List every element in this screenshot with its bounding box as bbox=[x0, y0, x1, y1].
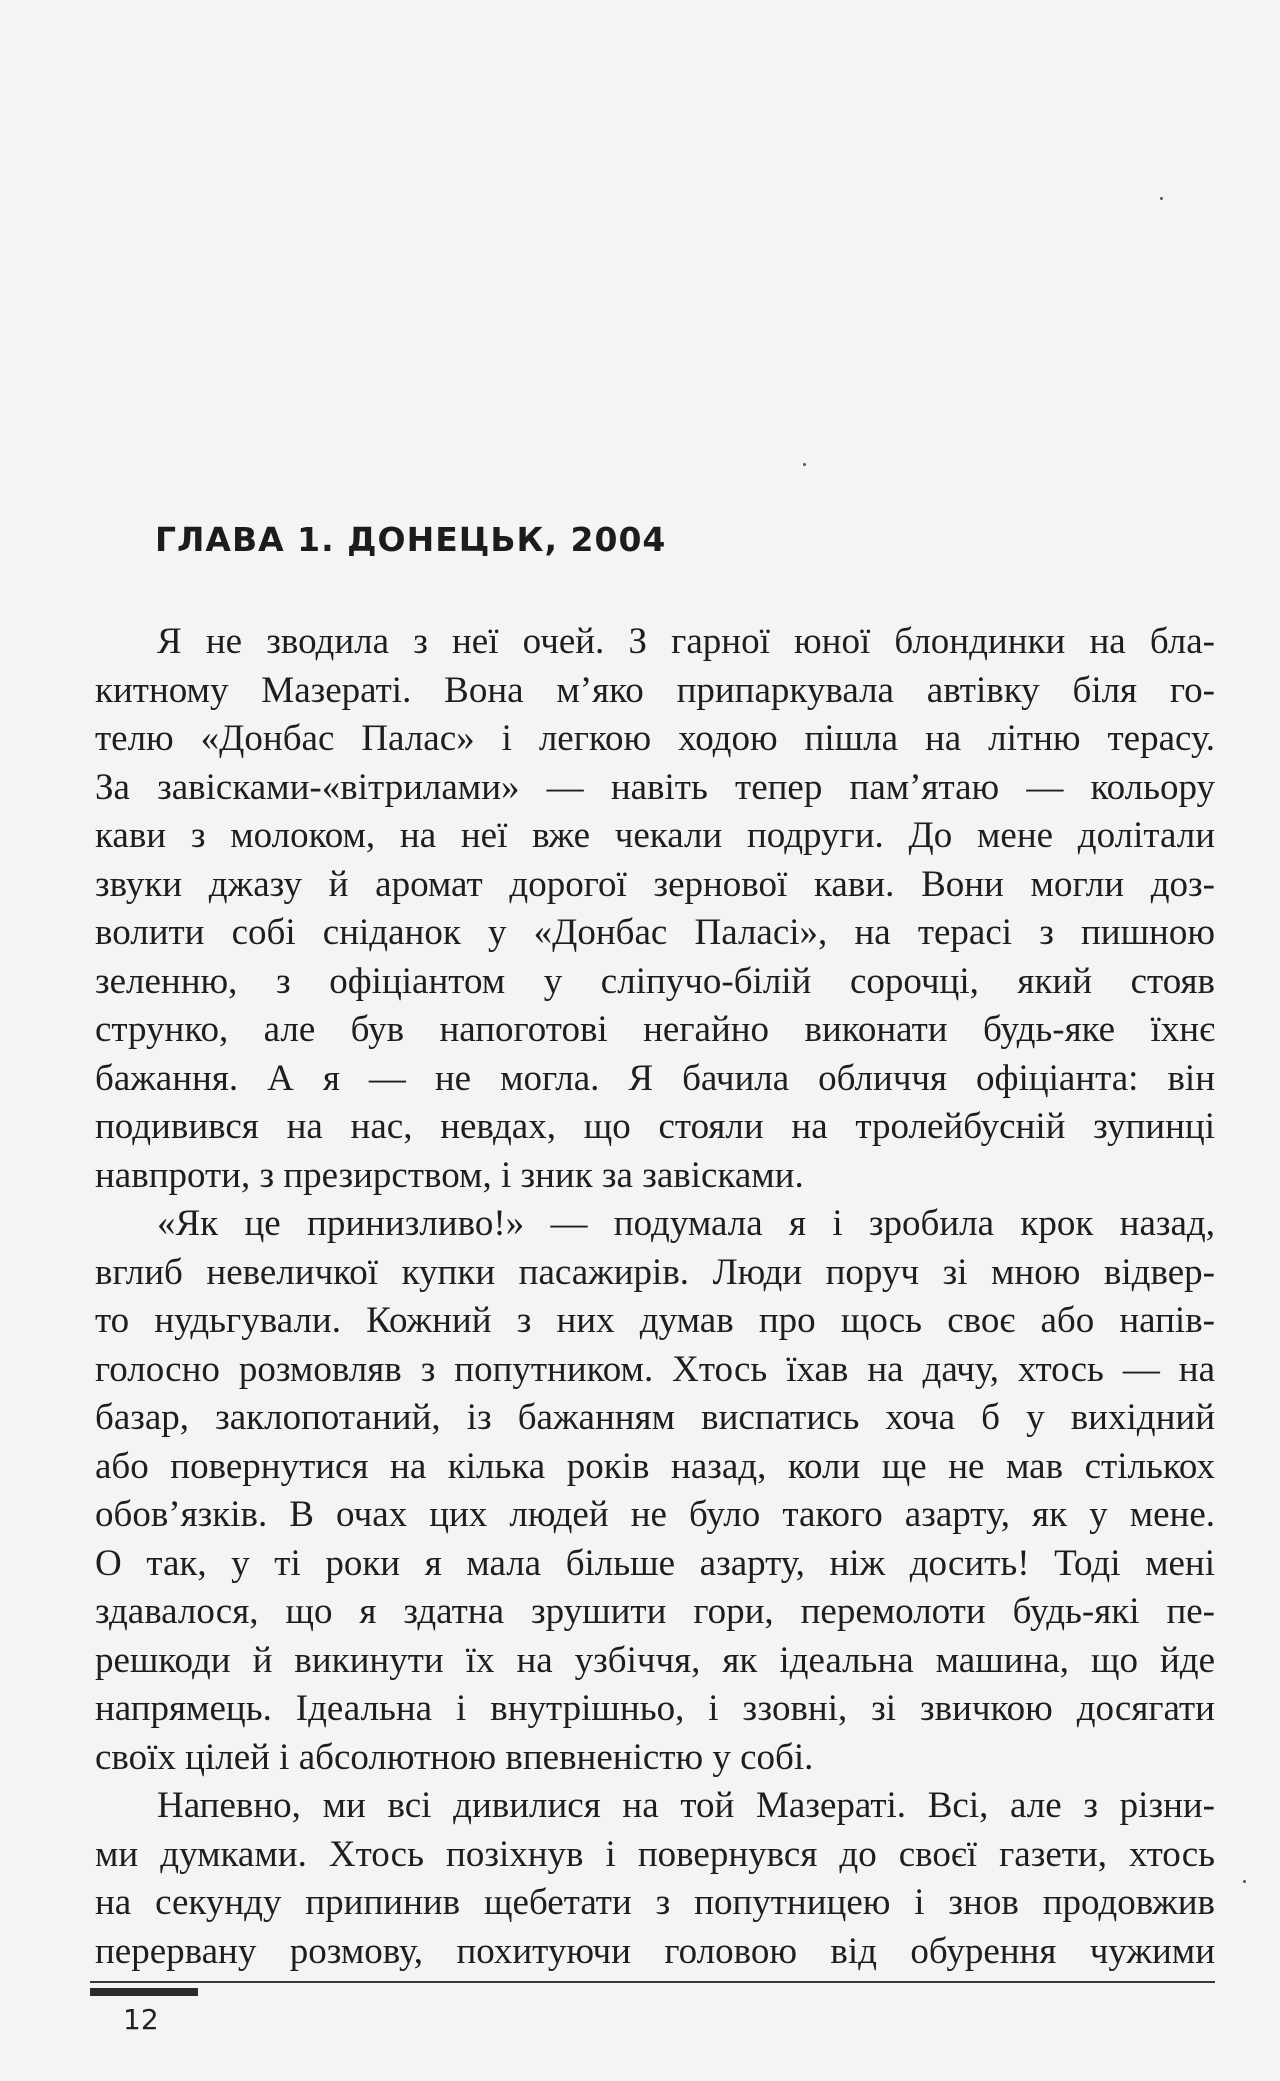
text-line: перервану розмову, похитуючи головою від обурення чужими bbox=[95, 1930, 1215, 1972]
text-line: навпроти, з презирством, і зник за завісками. bbox=[95, 1154, 804, 1196]
chapter-title: ГЛАВА 1. ДОНЕЦЬК, 2004 bbox=[155, 520, 667, 559]
text-line: кави з молоком, на неї вже чекали подруги. До мене долітали bbox=[95, 815, 1215, 856]
footer-mark bbox=[90, 1988, 198, 1996]
text-line: здавалося, що я здатна зрушити гори, перемолоти будь-які пе- bbox=[95, 1591, 1215, 1632]
text-line: Напевно, ми всі дивилися на той Мазераті. Всі, але з різни- bbox=[157, 1785, 1215, 1826]
text-line: то нудьгували. Кожний з них думав про щось своє або напів- bbox=[95, 1300, 1215, 1341]
text-line: решкоди й викинути їх на узбіччя, як ідеальна машина, що йде bbox=[95, 1639, 1215, 1681]
text-line: струнко, але був напоготові негайно виконати будь-яке їхнє bbox=[95, 1009, 1215, 1050]
text-line: або повернутися на кілька років назад, коли ще не мав стількох bbox=[95, 1445, 1215, 1487]
text-line: своїх цілей і абсолютною впевненістю у собі. bbox=[95, 1736, 814, 1778]
footer-rule bbox=[90, 1981, 1215, 1983]
text-line: голосно розмовляв з попутником. Хтось їхав на дачу, хтось — на bbox=[95, 1348, 1215, 1390]
text-line: звуки джазу й аромат дорогої зернової кави. Вони могли доз- bbox=[95, 863, 1215, 905]
scan-speck bbox=[1160, 197, 1163, 200]
text-line: зеленню, з офіціантом у сліпучо-білій сорочці, який стояв bbox=[95, 960, 1215, 1002]
text-line: О так, у ті роки я мала більше азарту, ніж досить! Тоді мені bbox=[95, 1542, 1215, 1584]
text-line: бажання. А я — не могла. Я бачила обличчя офіціанта: він bbox=[95, 1057, 1215, 1099]
body-text bbox=[95, 618, 1215, 1976]
text-line: За завісками-«вітрилами» — навіть тепер пам’ятаю — кольору bbox=[95, 766, 1215, 808]
text-line: базар, заклопотаний, із бажанням виспатись хоча б у вихідний bbox=[95, 1397, 1215, 1438]
scan-speck bbox=[803, 463, 806, 466]
text-line: обов’язків. В очах цих людей не було такого азарту, як у мене. bbox=[95, 1494, 1215, 1535]
text-line: волити собі сніданок у «Донбас Паласі», на терасі з пишною bbox=[95, 912, 1215, 953]
scan-speck bbox=[1243, 1880, 1246, 1883]
text-line: подивився на нас, невдах, що стояли на тролейбусній зупинці bbox=[95, 1106, 1215, 1147]
text-line: ми думками. Хтось позіхнув і повернувся до своєї газети, хтось bbox=[95, 1833, 1215, 1875]
text-line: Я не зводила з неї очей. З гарної юної блондинки на бла- bbox=[157, 621, 1215, 662]
text-line: «Як це принизливо!» — подумала я і зробила крок назад, bbox=[157, 1203, 1215, 1244]
text-line: вглиб невеличкої купки пасажирів. Люди поруч зі мною відвер- bbox=[95, 1251, 1215, 1293]
text-line: телю «Донбас Палас» і легкою ходою пішла на літню терасу. bbox=[95, 718, 1215, 759]
text-line: китному Мазераті. Вона м’яко припаркувала автівку біля го- bbox=[95, 669, 1215, 711]
text-line: напрямець. Ідеальна і внутрішньо, і ззовні, зі звичкою досягати bbox=[95, 1688, 1215, 1729]
text-line: на секунду припинив щебетати з попутницею і знов продовжив bbox=[95, 1882, 1215, 1923]
page-number: 12 bbox=[123, 2003, 159, 2036]
